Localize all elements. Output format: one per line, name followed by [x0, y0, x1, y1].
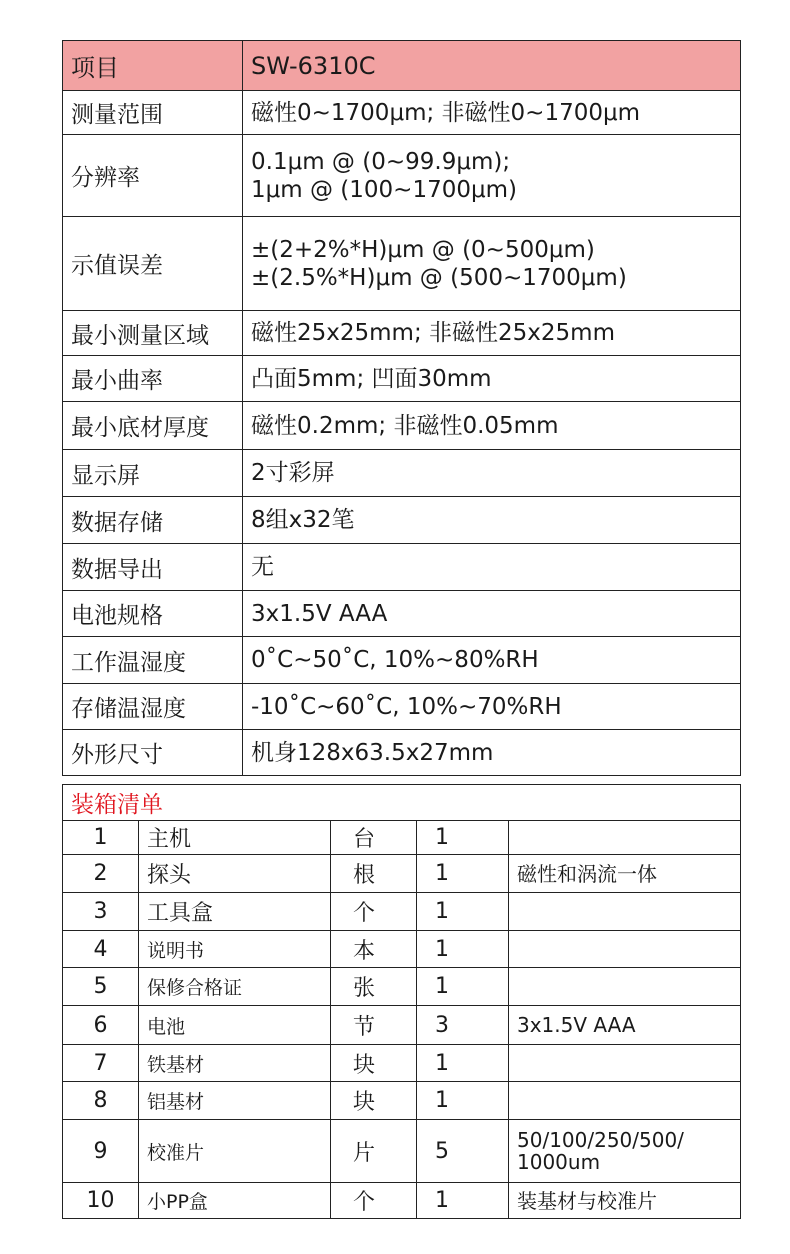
spec-value	[243, 591, 741, 637]
item-number: 5	[63, 968, 139, 1006]
list-item	[63, 893, 741, 931]
item-name: 探头	[139, 855, 331, 893]
item-number: 8	[63, 1082, 139, 1120]
item-note: 3x1.5V AAA	[509, 1006, 741, 1045]
spec-label: 电池规格	[63, 591, 243, 637]
spec-value-line: ±(2+2%*H)μm @ (0~500μm)	[251, 236, 595, 263]
spec-row-dimensions	[63, 730, 741, 776]
item-name: 主机	[139, 821, 331, 855]
item-unit: 本	[331, 931, 417, 968]
spec-table	[62, 40, 741, 776]
item-number: 1	[63, 821, 139, 855]
item-unit: 个	[331, 893, 417, 931]
list-item	[63, 855, 741, 893]
item-quantity: 1	[417, 821, 509, 855]
list-item	[63, 931, 741, 968]
list-item	[63, 1082, 741, 1120]
item-quantity: 5	[417, 1120, 509, 1183]
spec-value-line: 8组x32笔	[251, 507, 355, 533]
list-item	[63, 968, 741, 1006]
item-note	[509, 968, 741, 1006]
item-unit: 块	[331, 1082, 417, 1120]
spec-value-line: 2寸彩屏	[251, 460, 335, 486]
spec-value-line: 3x1.5V AAA	[251, 600, 388, 627]
spec-header-model: SW-6310C	[243, 41, 741, 91]
spec-row-min-substrate	[63, 402, 741, 450]
item-note	[509, 893, 741, 931]
item-quantity: 1	[417, 893, 509, 931]
spec-label: 测量范围	[63, 91, 243, 135]
spec-label: 最小测量区域	[63, 311, 243, 356]
spec-header-row	[63, 41, 741, 91]
item-number: 2	[63, 855, 139, 893]
packing-list-title: 装箱清单	[63, 785, 741, 821]
spec-value-line: 磁性0~1700μm; 非磁性0~1700μm	[251, 99, 641, 126]
spec-value	[243, 402, 741, 450]
item-name: 保修合格证	[139, 968, 331, 1006]
item-note	[509, 821, 741, 855]
list-item	[63, 1045, 741, 1082]
spec-value-line: 机身128x63.5x27mm	[251, 739, 494, 766]
spec-value	[243, 637, 741, 684]
item-number: 6	[63, 1006, 139, 1045]
item-note	[509, 931, 741, 968]
item-unit: 块	[331, 1045, 417, 1082]
item-quantity: 3	[417, 1006, 509, 1045]
spec-row-range	[63, 91, 741, 135]
spec-value	[243, 544, 741, 591]
item-note	[509, 1082, 741, 1120]
spec-label: 显示屏	[63, 450, 243, 497]
spec-row-min-curvature	[63, 356, 741, 402]
spec-value	[243, 356, 741, 402]
item-unit: 根	[331, 855, 417, 893]
item-name: 铁基材	[139, 1045, 331, 1082]
item-name: 小PP盒	[139, 1183, 331, 1219]
spec-value-line: 凸面5mm; 凹面30mm	[251, 365, 492, 392]
item-number: 10	[63, 1183, 139, 1219]
spec-label: 存储温湿度	[63, 684, 243, 730]
item-name: 工具盒	[139, 893, 331, 931]
packing-list-table	[62, 784, 741, 1219]
spec-value	[243, 497, 741, 544]
item-number: 7	[63, 1045, 139, 1082]
packing-list-title-row	[63, 785, 741, 821]
spec-label: 数据存储	[63, 497, 243, 544]
spec-value-line: 0˚C~50˚C, 10%~80%RH	[251, 647, 539, 673]
spec-value	[243, 684, 741, 730]
item-quantity: 1	[417, 855, 509, 893]
item-quantity: 1	[417, 1045, 509, 1082]
spec-value-line: 1μm @ (100~1700μm)	[251, 176, 517, 203]
item-number: 4	[63, 931, 139, 968]
list-item	[63, 1006, 741, 1045]
spec-value	[243, 135, 741, 217]
item-quantity: 1	[417, 1183, 509, 1219]
item-note: 50/100/250/500/ 1000um	[509, 1120, 741, 1183]
item-name: 电池	[139, 1006, 331, 1045]
item-name: 说明书	[139, 931, 331, 968]
spec-value-line: 磁性25x25mm; 非磁性25x25mm	[251, 320, 615, 346]
spec-value-line: -10˚C~60˚C, 10%~70%RH	[251, 693, 562, 720]
spec-label: 外形尺寸	[63, 730, 243, 776]
spec-row-export	[63, 544, 741, 591]
spec-value	[243, 91, 741, 135]
item-unit: 片	[331, 1120, 417, 1183]
item-number: 3	[63, 893, 139, 931]
spec-label: 最小曲率	[63, 356, 243, 402]
list-item	[63, 1120, 741, 1183]
spec-label: 数据导出	[63, 544, 243, 591]
list-item	[63, 1183, 741, 1219]
spec-label: 示值误差	[63, 217, 243, 311]
spec-sheet	[62, 40, 740, 1219]
spec-value	[243, 450, 741, 497]
spec-row-operating-env	[63, 637, 741, 684]
item-unit: 台	[331, 821, 417, 855]
item-note	[509, 1045, 741, 1082]
spec-header-label: 项目	[63, 41, 243, 91]
spec-value-line: ±(2.5%*H)μm @ (500~1700μm)	[251, 264, 627, 291]
spec-row-error	[63, 217, 741, 311]
spec-value	[243, 217, 741, 311]
item-note: 磁性和涡流一体	[509, 855, 741, 893]
item-unit: 张	[331, 968, 417, 1006]
item-note: 装基材与校准片	[509, 1183, 741, 1219]
spec-value-line: 磁性0.2mm; 非磁性0.05mm	[251, 412, 559, 439]
item-unit: 节	[331, 1006, 417, 1045]
item-number: 9	[63, 1120, 139, 1183]
item-quantity: 1	[417, 968, 509, 1006]
spec-row-resolution	[63, 135, 741, 217]
item-quantity: 1	[417, 931, 509, 968]
item-name: 铝基材	[139, 1082, 331, 1120]
spec-value-line: 0.1μm @ (0~99.9μm);	[251, 148, 511, 175]
spec-label: 工作温湿度	[63, 637, 243, 684]
spec-row-storage-env	[63, 684, 741, 730]
item-name: 校准片	[139, 1120, 331, 1183]
list-item	[63, 821, 741, 855]
spec-value-line: 无	[251, 554, 274, 580]
spec-row-min-area	[63, 311, 741, 356]
spec-label: 分辨率	[63, 135, 243, 217]
spec-row-storage	[63, 497, 741, 544]
spec-label: 最小底材厚度	[63, 402, 243, 450]
spec-row-battery	[63, 591, 741, 637]
spec-value	[243, 730, 741, 776]
item-quantity: 1	[417, 1082, 509, 1120]
spec-row-display	[63, 450, 741, 497]
item-unit: 个	[331, 1183, 417, 1219]
spec-value	[243, 311, 741, 356]
